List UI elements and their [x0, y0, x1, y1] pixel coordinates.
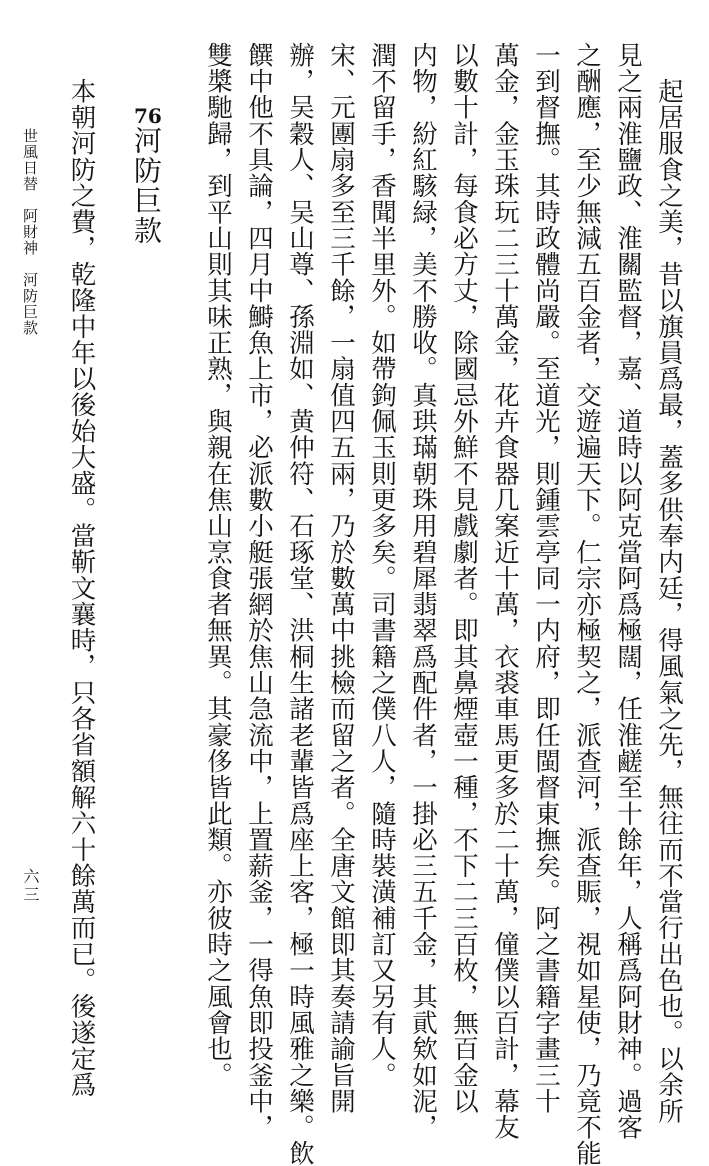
text-column: 萬金，金玉珠玩二三十萬金，花卉食器几案近十萬，衣裘車馬更多於二十萬，僮僕以百計，幕友 [490, 42, 520, 1141]
entry-number: 76 [134, 104, 162, 128]
text-column: 潤不留手，香聞半里外。如帶鉤佩玉則更多矣。司書籍之僕八人，隨時裝潢補訂又另有人。 [367, 42, 397, 1088]
text-column: 饌中他不具論，四月中鰣魚上市，必派數小艇張網於焦山急流中，上置薪釜，一得魚即投釜中， [244, 42, 274, 1141]
text-column: 一到督撫。其時政體尚嚴。至道光，則鍾雲亭同一内府，即任閩督東撫矣。阿之書籍字畫三十 [531, 42, 561, 1115]
text-column: 宋、元團扇多至三千餘，一扇值四五兩，乃於數萬中挑檢而留之者。全唐文館即其奏請諭旨開 [326, 42, 356, 1115]
text-column: 見之兩淮鹽政、淮關監督，嘉、道時以阿克當阿爲極闊，任淮鹺至十餘年，人稱爲阿財神。過客 [613, 42, 643, 1141]
text-column: 辦，吴穀人、吴山尊、孫淵如、黄仲符、石琢堂、洪桐生諸老輩皆爲座上客，極一時風雅之樂。飲 [285, 42, 315, 1166]
running-head: 世風日替 阿財神 河防巨款 [21, 128, 39, 336]
entry-text-column: 本朝河防之費，乾隆中年以後始大盛。當靳文襄時，只各省額解六十餘萬而已。後遂定爲 [66, 78, 97, 1098]
text-column: 雙槳馳歸，到平山則其味正熟，與親在焦山烹食者無異。其豪侈皆此類。亦彼時之風會也。 [203, 42, 233, 1088]
text-column: 以數十計，每食必方丈，除國忌外鮮不見戲劇者。即其鼻煙壺一種，不下二三百枚，無百金以 [449, 42, 479, 1115]
entry-title: 河防巨款 [130, 126, 163, 246]
page-number: 六三 [21, 868, 40, 904]
text-column: 起居服食之美，昔以旗員爲最，蓋多供奉内廷，得風氣之先，無往而不當行出色也。以余所 [654, 78, 684, 1124]
text-column: 之酬應，至少無減五百金者，交遊遍天下。仁宗亦極契之，派查河，派查賑，視如星使，乃竟不能 [572, 42, 602, 1166]
text-column: 内物，紛紅駭緑，美不勝收。真珙璊朝珠用碧犀翡翠爲配件者，一掛必三五千金，其貮欸如泥， [408, 42, 438, 1141]
